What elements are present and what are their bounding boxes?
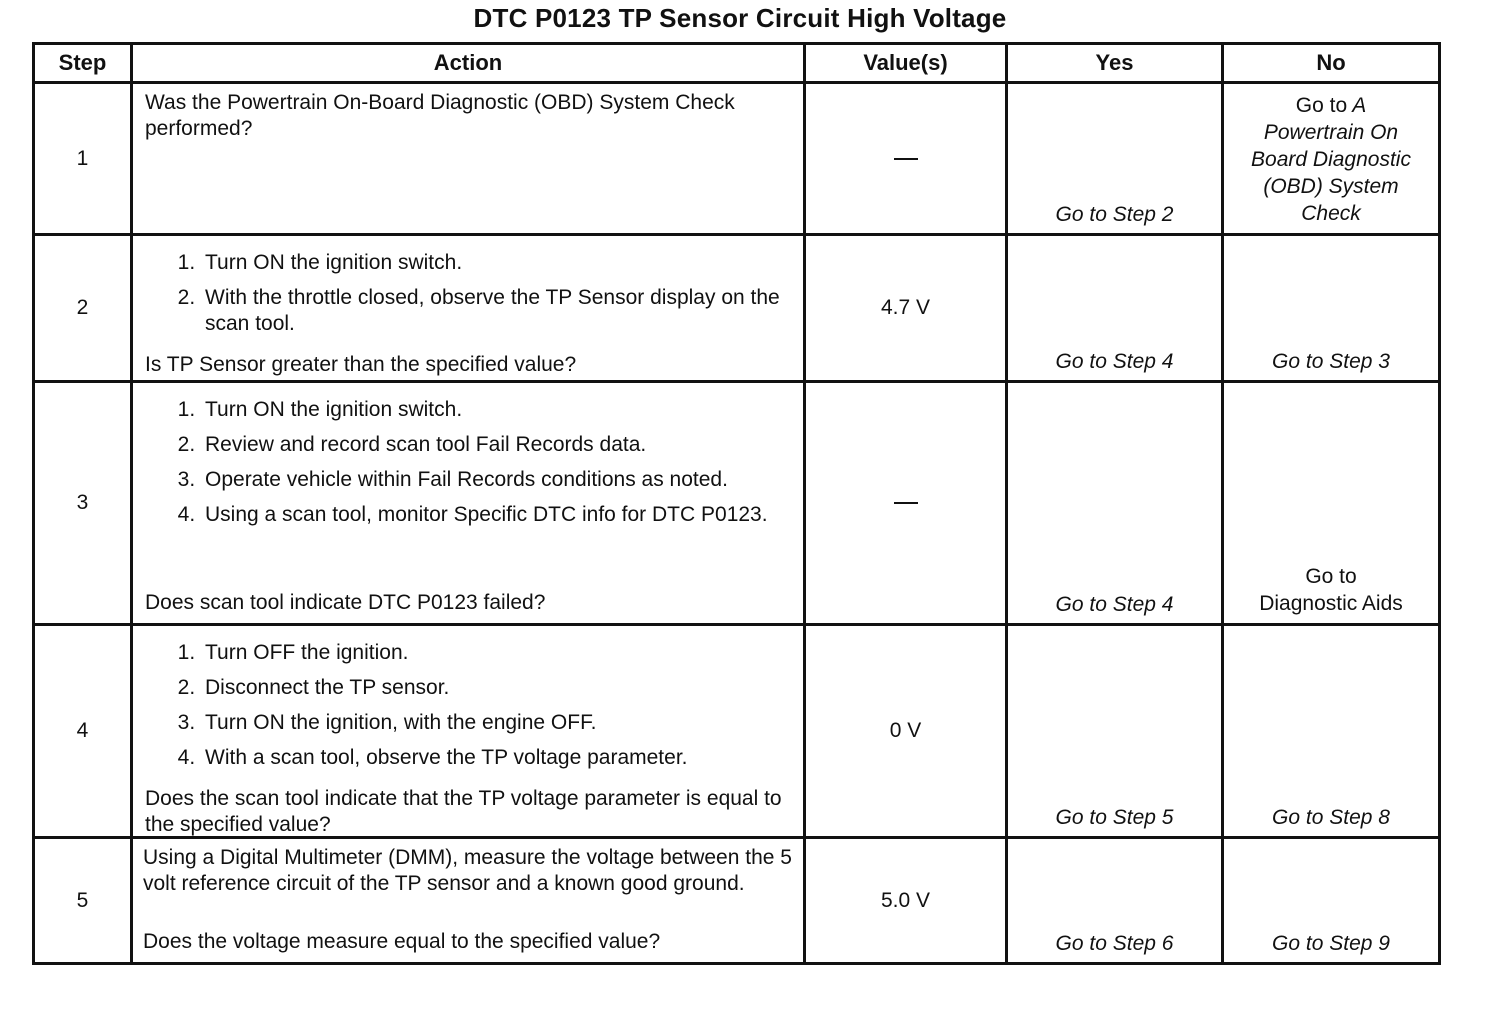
value-cell: 0 V [805, 625, 1007, 838]
action-question: Does the scan tool indicate that the TP voltage parameter is equal to the specified value? [145, 787, 782, 836]
no-link[interactable]: Go to Step 9 [1223, 838, 1440, 964]
yes-link[interactable]: Go to Step 2 [1007, 83, 1223, 235]
header-row [34, 44, 1440, 83]
value-cell: 5.0 V [805, 838, 1007, 964]
no-link[interactable]: Go to Step 3 [1223, 235, 1440, 382]
table-row [34, 625, 1440, 838]
no-line: (OBD) System [1263, 175, 1399, 198]
no-line: Powertrain On [1263, 121, 1399, 144]
table-row [34, 83, 1440, 235]
action-question: Does scan tool indicate DTC P0123 failed? [145, 591, 546, 614]
value-cell: 4.7 V [805, 235, 1007, 382]
no-line: Go to [1305, 565, 1357, 588]
diagnostic-table [32, 42, 1441, 965]
action-cell [132, 235, 805, 382]
header-values: Value(s) [805, 44, 1007, 83]
list-item: 1. Turn ON the ignition switch. [201, 250, 793, 276]
action-text: Was the Powertrain On-Board Diagnostic (OBD) System Check performed? [145, 91, 735, 140]
header-step: Step [34, 44, 132, 83]
yes-link[interactable]: Go to Step 6 [1007, 838, 1223, 964]
page-title: DTC P0123 TP Sensor Circuit High Voltage [473, 3, 1007, 33]
list-item: 3. Turn ON the ignition, with the engine OFF. [201, 710, 793, 736]
no-prefix: Go to [1295, 94, 1348, 117]
step-number: 1 [34, 83, 132, 235]
table-row [34, 235, 1440, 382]
header-action: Action [132, 44, 805, 83]
action-cell [132, 83, 805, 235]
no-line: Board Diagnostic [1251, 148, 1411, 171]
action-cell [132, 838, 805, 964]
list-item: 2. With the throttle closed, observe the TP Sensor display on the scan tool. [201, 285, 793, 337]
action-text: Using a Digital Multimeter (DMM), measure the voltage between the 5 volt reference circuit of the TP sensor and a known good ground. [143, 846, 792, 895]
table-row [34, 838, 1440, 964]
step-number: 3 [34, 382, 132, 625]
action-question: Is TP Sensor greater than the specified value? [145, 353, 577, 376]
list-item: 3. Operate vehicle within Fail Records conditions as noted. [201, 467, 793, 493]
substep-list [145, 397, 793, 537]
yes-link[interactable]: Go to Step 5 [1007, 625, 1223, 838]
list-item: 4. With a scan tool, observe the TP voltage parameter. [201, 745, 793, 771]
no-line: Diagnostic Aids [1259, 592, 1403, 615]
no-link[interactable] [1223, 83, 1440, 235]
dash-icon [894, 158, 918, 160]
value-cell [805, 382, 1007, 625]
action-question: Does the voltage measure equal to the specified value? [143, 930, 661, 953]
list-item: 1. Turn ON the ignition switch. [201, 397, 793, 423]
no-link[interactable]: Go to Step 8 [1223, 625, 1440, 838]
header-yes: Yes [1007, 44, 1223, 83]
list-item: 2. Review and record scan tool Fail Records data. [201, 432, 793, 458]
step-number: 5 [34, 838, 132, 964]
action-cell [132, 625, 805, 838]
no-line: Check [1301, 202, 1361, 225]
list-item: 2. Disconnect the TP sensor. [201, 675, 793, 701]
substep-list [145, 250, 793, 346]
step-number: 2 [34, 235, 132, 382]
dash-icon [894, 502, 918, 504]
header-no: No [1223, 44, 1440, 83]
yes-link[interactable]: Go to Step 4 [1007, 382, 1223, 625]
action-cell [132, 382, 805, 625]
yes-link[interactable]: Go to Step 4 [1007, 235, 1223, 382]
no-link[interactable] [1223, 382, 1440, 625]
substep-list [145, 640, 793, 780]
table-row [34, 382, 1440, 625]
list-item: 1. Turn OFF the ignition. [201, 640, 793, 666]
no-emph: A [1352, 94, 1367, 117]
value-cell [805, 83, 1007, 235]
list-item: 4. Using a scan tool, monitor Specific DTC info for DTC P0123. [201, 502, 793, 528]
step-number: 4 [34, 625, 132, 838]
